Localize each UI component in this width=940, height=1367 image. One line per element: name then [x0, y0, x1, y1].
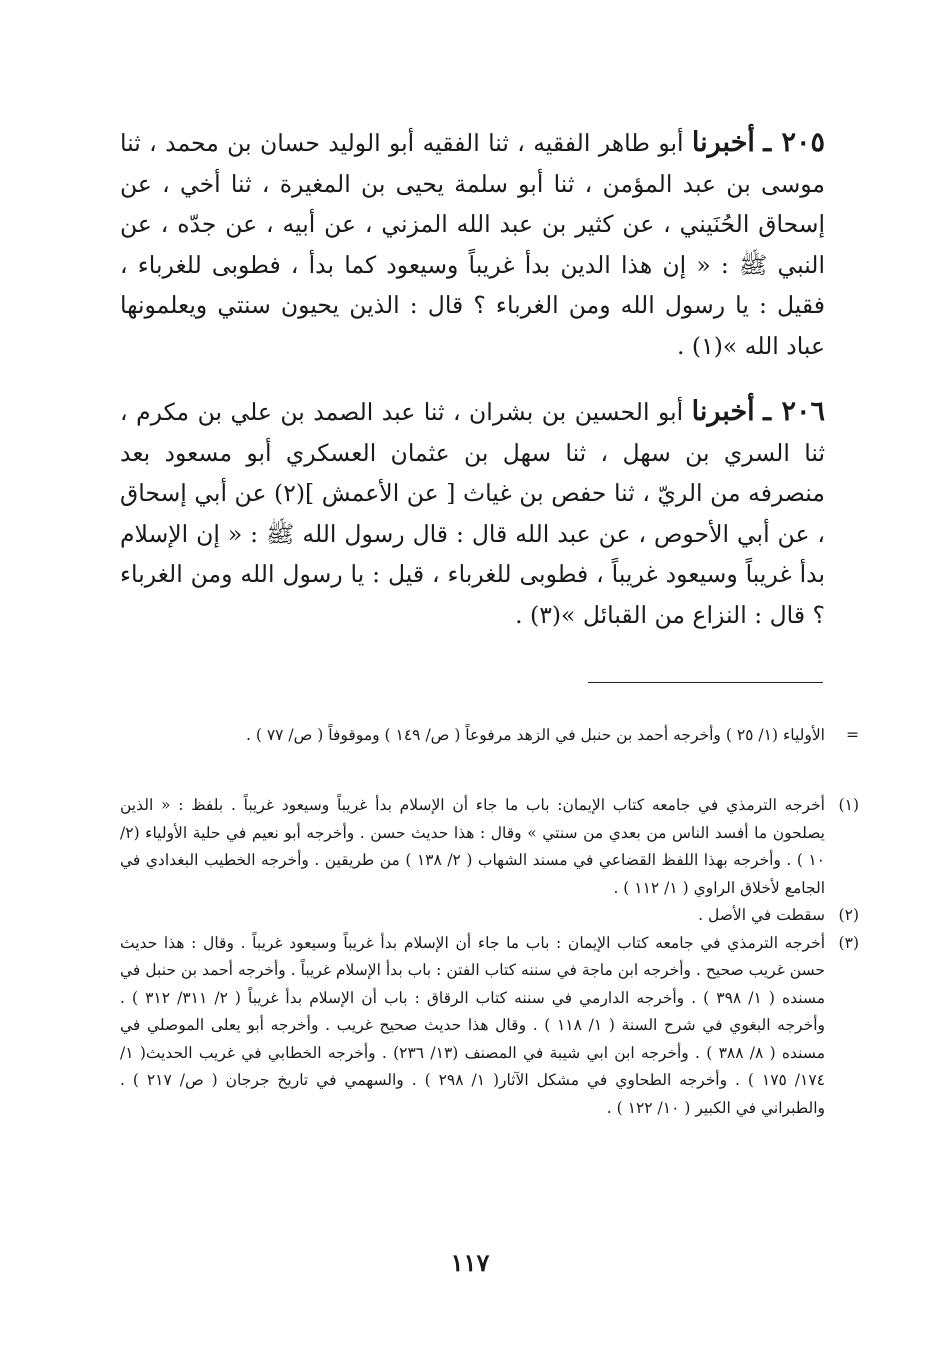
hadith-keyword: أخبرنا [691, 396, 755, 427]
footnote-item [120, 930, 859, 1123]
hadith-text: أبو الحسين بن بشران ، ثنا عبد الصمد بن علي بن مكرم ، ثنا السري بن سهل ، ثنا سهل بن عثمان العسكري أبو مسعود بعد منصرفه من الريّ ، ثنا حفص بن غياث [ عن الأعمش ](٢) عن أبي إسحاق ، عن أبي الأحوص ، عن عبد الله قال : قال رسول الله ﷺ : « إن الإسلام بدأ غريباً وسيعود غريباً ، فطوبى للغرباء ، قيل : يا رسول الله ومن الغرباء ؟ قال : النزاع من القبائل »(٣) . [120, 398, 825, 629]
hadith-206 [120, 392, 825, 635]
hadith-text: أبو طاهر الفقيه ، ثنا الفقيه أبو الوليد حسان بن محمد ، ثنا موسى بن عبد المؤمن ، ثنا أبو سلمة يحيى بن المغيرة ، ثنا أخي ، عن إسحاق الحُنَيني ، عن كثير بن عبد الله المزني ، عن أبيه ، عن جدّه ، عن النبي ﷺ : « إن هذا الدين بدأ غريباً وسيعود كما بدأ ، فطوبى للغرباء ، فقيل : يا رسول الله ومن الغرباء ؟ قال : الذين يحيون سنتي ويعلمونها عباد الله »(١) . [120, 129, 825, 360]
continuation-marker: = [846, 726, 859, 744]
page-number: ١١٧ [450, 1248, 490, 1277]
footnote-number: (١) [838, 796, 859, 814]
footnote-number: (٣) [838, 933, 859, 952]
hadith-keyword: أخبرنا [691, 127, 755, 158]
footnote-continuation-text: الأولياء (١/ ٢٥ ) وأخرجه أحمد بن حنبل في الزهد مرفوعاً ( ص/ ١٤٩ ) وموقوفاً ( ص/ ٧٧ ) . [246, 726, 825, 744]
footnote-item [120, 792, 859, 902]
hadith-205 [120, 123, 825, 366]
footnote-number: (٢) [838, 906, 859, 924]
footnote-text: سقطت في الأصل . [698, 906, 825, 924]
footnote-item [120, 902, 859, 930]
footnote-text: أخرجه الترمذي في جامعه كتاب الإيمان : باب ما جاء أن الإسلام بدأ غريباً وسيعود غريباً . وقال : هذا حديث حسن غريب صحيح . وأخرجه ابن ماجة في سننه كتاب الفتن : باب بدأ الإسلام غريباً . وأخرجه أحمد بن حنبل في مسنده ( ١/ ٣٩٨ ) . وأخرجه الدارمي في سننه كتاب الرقاق : باب أن الإسلام بدأ غريباً ( ٢/ ٣١١/ ٣١٢ ) . وأخرجه البغوي في شرح السنة ( ١/ ١١٨ ) . وقال هذا حديث صحيح غريب . وأخرجه أبو يعلى الموصلي في مسنده ( ٨/ ٣٨٨ ) . وأخرجه ابن ابي شيبة في المصنف (١٣/ ٢٣٦) . وأخرجه الخطابي في غريب الحديث( ١/ ١٧٤/ ١٧٥ ) . وأخرجه الطحاوي في مشكل الآثار( ١/ ٢٩٨ ) . والسهمي في تاريخ جرجان ( ص/ ٢١٧ ) . والطبراني في الكبير ( ١٠/ ١٢٢ ) . [120, 933, 826, 1117]
footnote-continuation [120, 722, 859, 750]
hadith-number: ٢٠٥ ـ [763, 127, 825, 158]
footnotes-list [120, 792, 859, 1122]
hadith-number: ٢٠٦ ـ [763, 396, 825, 427]
footnote-separator [588, 682, 823, 683]
footnote-text: أخرجه الترمذي في جامعه كتاب الإيمان: باب ما جاء أن الإسلام بدأ غريباً وسيعود غريباً . بلفظ : « الذين يصلحون ما أفسد الناس من بعدي من سنتي » وقال : هذا حديث حسن . وأخرجه أبو نعيم في حلية الأولياء (٢/ ١٠ ) . وأخرجه بهذا اللفظ القضاعي في مسند الشهاب ( ٢/ ١٣٨ ) من طريقين . وأخرجه الخطيب البغدادي في الجامع لأخلاق الراوي ( ١/ ١١٢ ) . [120, 796, 825, 897]
